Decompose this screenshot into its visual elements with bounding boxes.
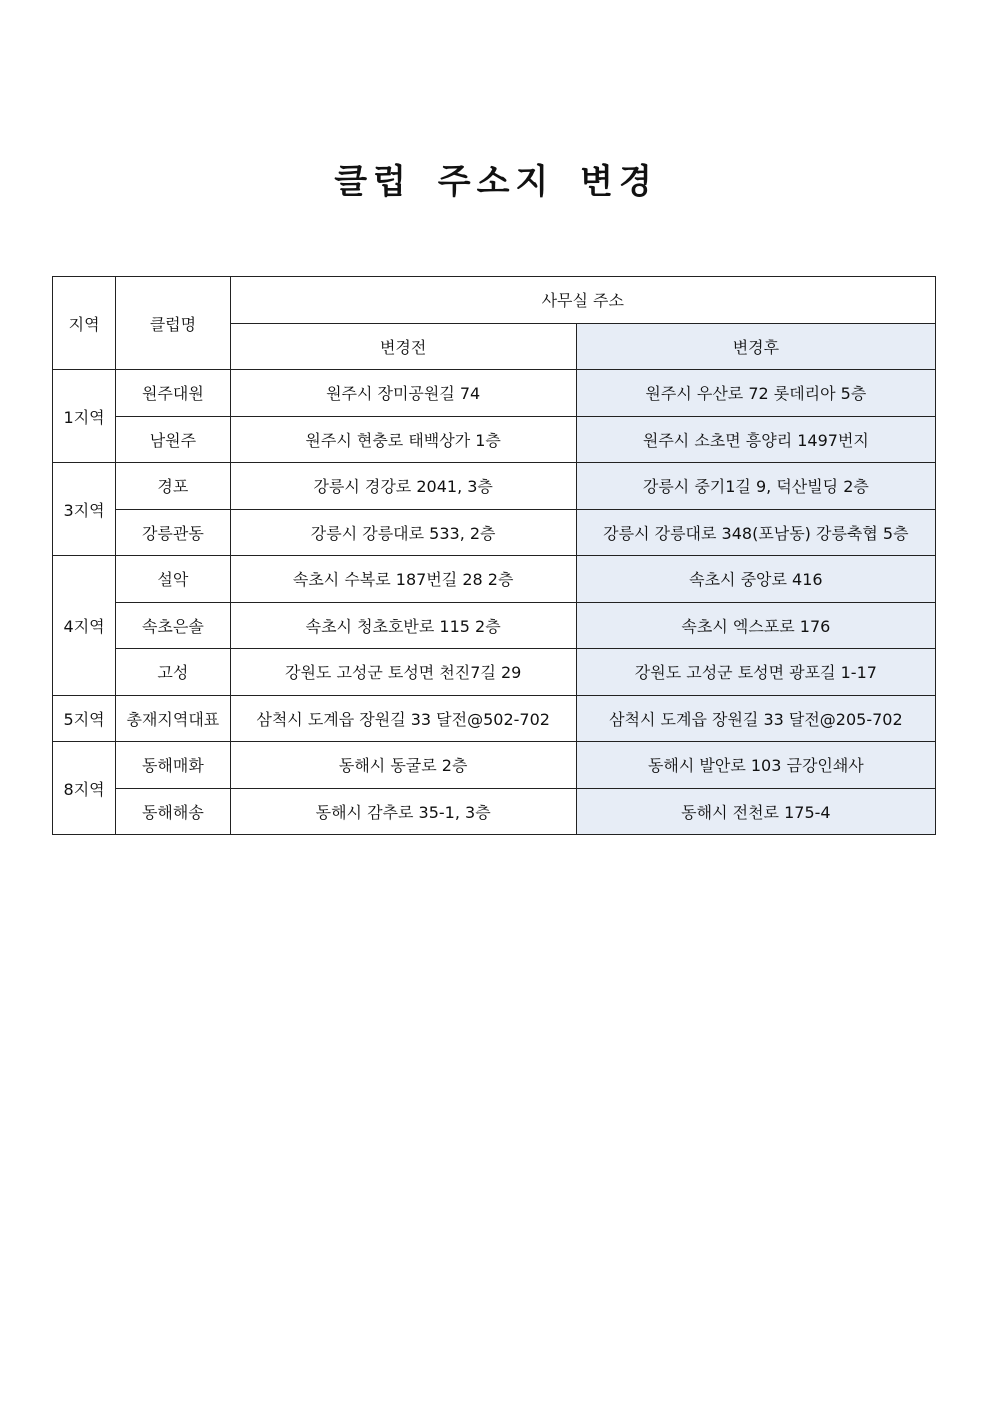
header-before: 변경전	[230, 323, 576, 370]
club-cell: 속초은솔	[116, 602, 230, 649]
table-row	[53, 695, 936, 742]
region-cell: 8지역	[53, 742, 116, 835]
club-cell: 경포	[116, 463, 230, 510]
region-cell: 5지역	[53, 695, 116, 742]
table-row	[53, 370, 936, 417]
club-cell: 동해해송	[116, 788, 230, 835]
club-cell: 총재지역대표	[116, 695, 230, 742]
header-club: 클럽명	[116, 277, 230, 370]
region-cell: 4지역	[53, 556, 116, 696]
table-row	[53, 463, 936, 510]
after-address-cell: 원주시 소초면 흥양리 1497번지	[576, 416, 935, 463]
after-address-cell: 속초시 엑스포로 176	[576, 602, 935, 649]
header-region: 지역	[53, 277, 116, 370]
before-address-cell: 삼척시 도계읍 장원길 33 달전@502-702	[230, 695, 576, 742]
before-address-cell: 강릉시 경강로 2041, 3층	[230, 463, 576, 510]
region-cell: 1지역	[53, 370, 116, 463]
after-address-cell: 강릉시 중기1길 9, 덕산빌딩 2층	[576, 463, 935, 510]
club-cell: 강릉관동	[116, 509, 230, 556]
table-row	[53, 556, 936, 603]
table-row	[53, 509, 936, 556]
club-cell: 원주대원	[116, 370, 230, 417]
after-address-cell: 동해시 전천로 175-4	[576, 788, 935, 835]
table-row	[53, 788, 936, 835]
header-row	[53, 277, 936, 324]
table-row	[53, 649, 936, 696]
club-cell: 고성	[116, 649, 230, 696]
before-address-cell: 동해시 감추로 35-1, 3층	[230, 788, 576, 835]
before-address-cell: 속초시 청초호반로 115 2층	[230, 602, 576, 649]
table-row	[53, 416, 936, 463]
before-address-cell: 원주시 현충로 태백상가 1층	[230, 416, 576, 463]
region-cell: 3지역	[53, 463, 116, 556]
after-address-cell: 삼척시 도계읍 장원길 33 달전@205-702	[576, 695, 935, 742]
before-address-cell: 동해시 동굴로 2층	[230, 742, 576, 789]
header-office-address: 사무실 주소	[230, 277, 935, 324]
before-address-cell: 강원도 고성군 토성면 천진7길 29	[230, 649, 576, 696]
before-address-cell: 속초시 수복로 187번길 28 2층	[230, 556, 576, 603]
after-address-cell: 강원도 고성군 토성면 광포길 1-17	[576, 649, 935, 696]
club-cell: 남원주	[116, 416, 230, 463]
table-row	[53, 742, 936, 789]
before-address-cell: 강릉시 강릉대로 533, 2층	[230, 509, 576, 556]
after-address-cell: 동해시 발안로 103 금강인쇄사	[576, 742, 935, 789]
after-address-cell: 속초시 중앙로 416	[576, 556, 935, 603]
address-change-table	[52, 276, 936, 835]
header-after: 변경후	[576, 323, 935, 370]
after-address-cell: 원주시 우산로 72 롯데리아 5층	[576, 370, 935, 417]
after-address-cell: 강릉시 강릉대로 348(포남동) 강릉축협 5층	[576, 509, 935, 556]
club-cell: 동해매화	[116, 742, 230, 789]
club-cell: 설악	[116, 556, 230, 603]
page-title: 클럽 주소지 변경	[334, 162, 658, 202]
before-address-cell: 원주시 장미공원길 74	[230, 370, 576, 417]
table-row	[53, 602, 936, 649]
